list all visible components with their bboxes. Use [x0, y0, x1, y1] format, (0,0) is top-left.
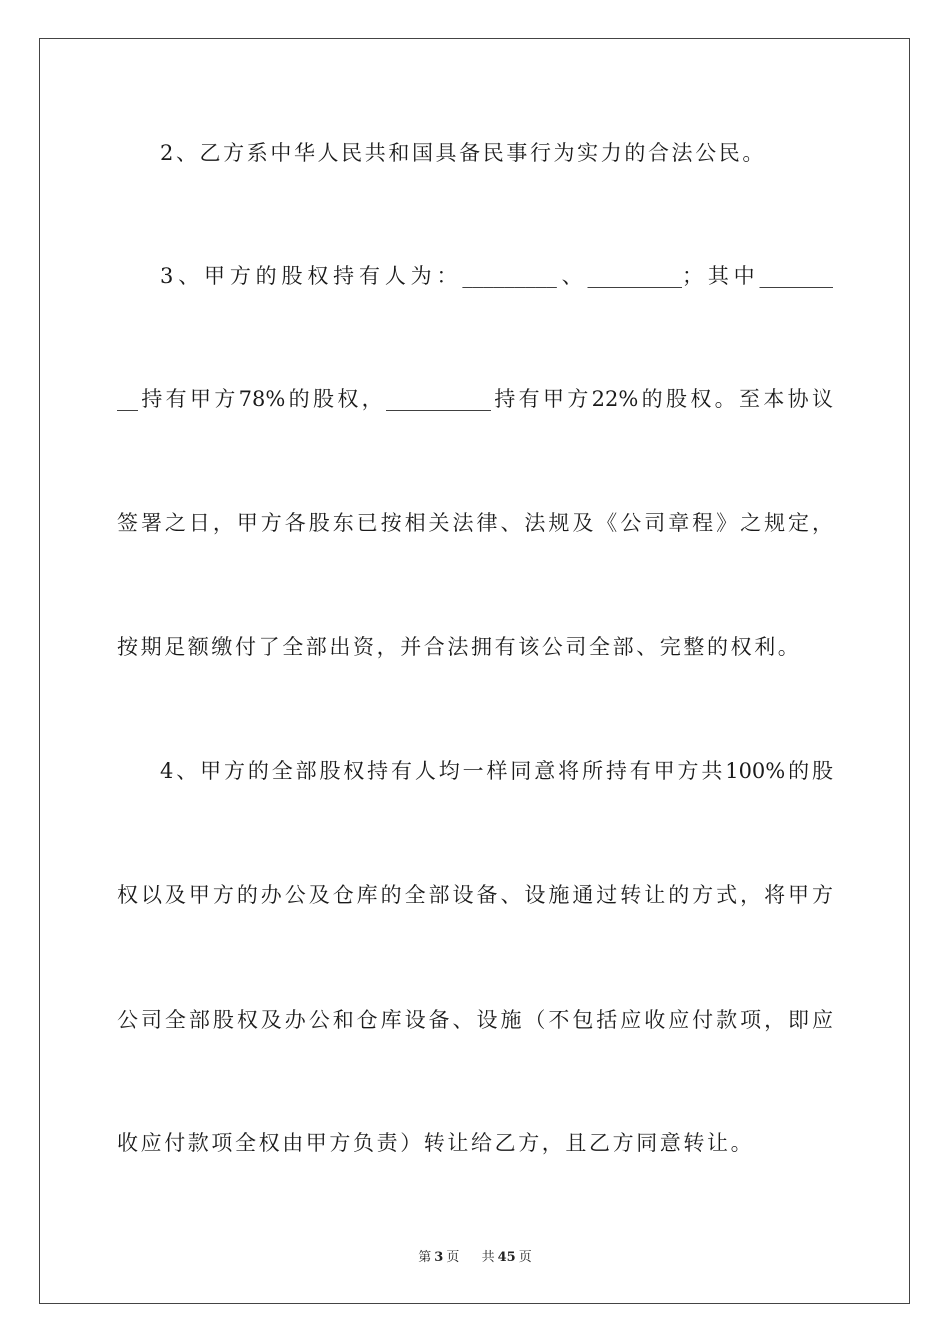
- paragraph-3-line-4: 按期足额缴付了全部出资，并合法拥有该公司全部、完整的权利。: [117, 635, 802, 659]
- paragraph-3-line-3: 签署之日，甲方各股东已按相关法律、法规及《公司章程》之规定，: [117, 511, 833, 535]
- footer-total-suffix: 页: [518, 1250, 532, 1265]
- page-footer: [0, 1250, 950, 1266]
- paragraph-3-line-2: __持有甲方78%的股权，__________持有甲方22%的股权。至本协议: [117, 387, 833, 411]
- footer-total-pages: 45: [497, 1250, 516, 1265]
- page-border: [39, 38, 910, 1304]
- footer-page-suffix: 页: [446, 1250, 460, 1265]
- paragraph-4-line-2: 权以及甲方的办公及仓库的全部设备、设施通过转让的方式，将甲方: [117, 883, 833, 907]
- footer-total-prefix: 共: [481, 1250, 495, 1265]
- footer-page-prefix: 第: [418, 1250, 432, 1265]
- paragraph-4-line-3: 公司全部股权及办公和仓库设备、设施（不包括应收应付款项，即应: [117, 1008, 833, 1032]
- paragraph-4-line-1: 4、甲方的全部股权持有人均一样同意将所持有甲方共100%的股: [160, 759, 833, 783]
- paragraph-2-line-1: 2、乙方系中华人民共和国具备民事行为实力的合法公民。: [160, 141, 766, 165]
- paragraph-4-line-4: 收应付款项全权由甲方负责）转让给乙方，且乙方同意转让。: [117, 1131, 755, 1155]
- footer-page-number: 3: [434, 1250, 444, 1265]
- paragraph-3-line-1: 3、甲方的股权持有人为：_________、_________；其中_______: [160, 264, 833, 288]
